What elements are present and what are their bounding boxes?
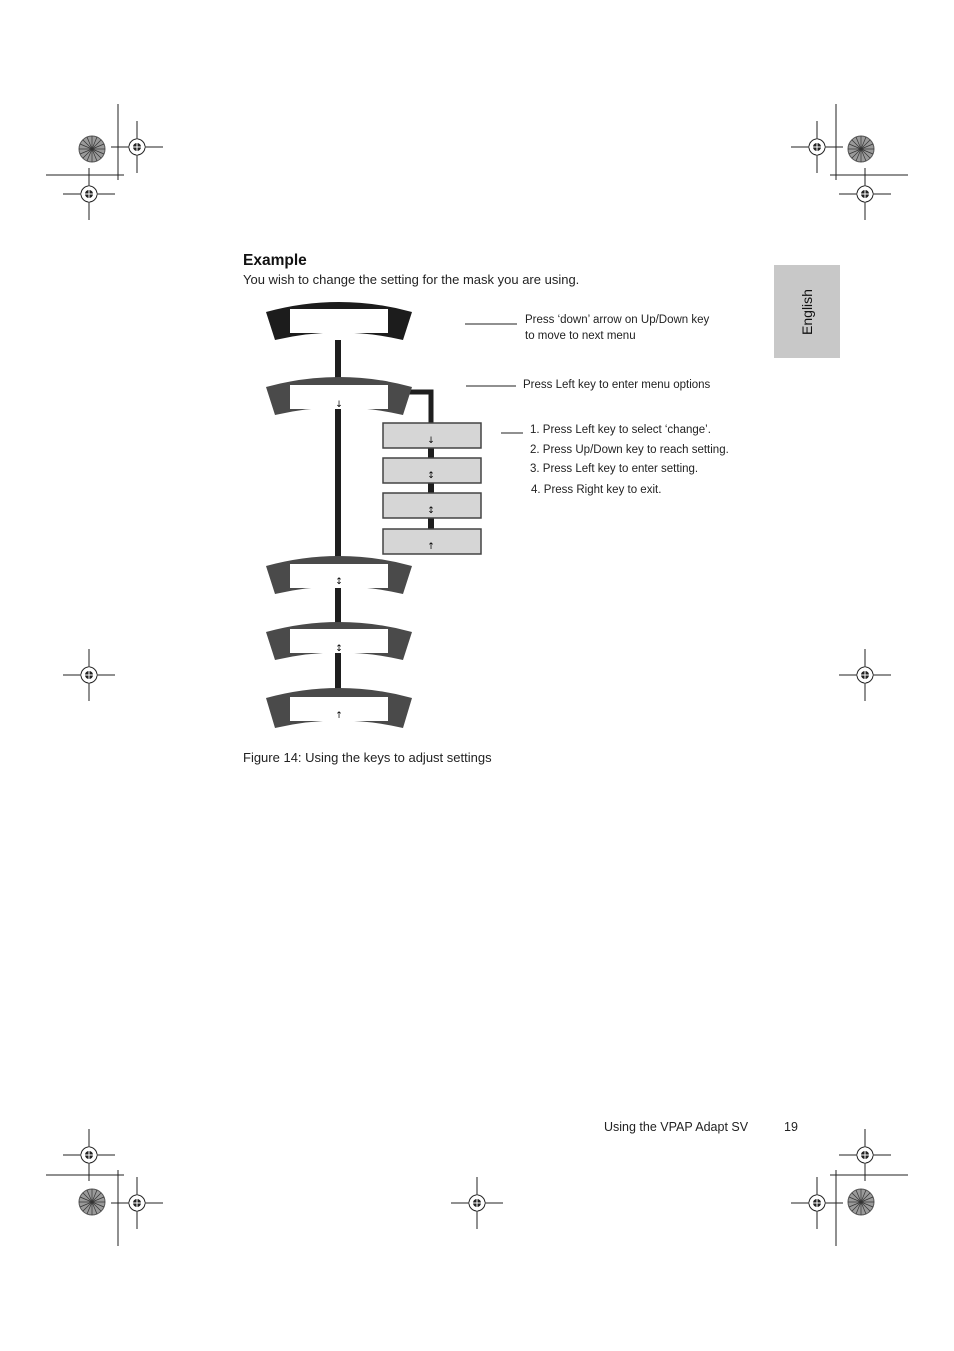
step-4: 4. Press Right key to exit. (531, 484, 662, 496)
intro-text: You wish to change the setting for the mask you are using. (243, 272, 580, 287)
submenu-box-4 (383, 529, 481, 554)
footer-title: Using the VPAP Adapt SV (604, 1120, 749, 1134)
step-3: 3. Press Left key to enter setting. (530, 463, 699, 475)
branch-connector (408, 392, 431, 424)
lcd-screen-1 (266, 302, 412, 340)
sub-arrow-3: ↕ (427, 506, 435, 516)
main-arrow-2: ↓ (335, 400, 343, 410)
annotation-line: Press ‘down’ arrow on Up/Down key (525, 314, 710, 326)
section-heading: Example (243, 252, 307, 269)
lcd-screen-2 (266, 377, 412, 415)
language-label: English (798, 288, 815, 335)
submenu-box-2 (383, 458, 481, 483)
figure-caption: Figure 14: Using the keys to adjust settings (243, 750, 492, 765)
step-1: 1. Press Left key to select ‘change’. (530, 424, 711, 436)
sub-arrow-1: ↓ (427, 436, 435, 446)
annotation-left-key: Press Left key to enter menu options (523, 379, 711, 391)
annotation-line: to move to next menu (525, 330, 636, 342)
main-arrow-5: ↑ (335, 711, 343, 721)
submenu-box-1 (383, 423, 481, 448)
lcd-screen-5 (266, 688, 412, 728)
sub-arrow-2: ↕ (427, 471, 435, 481)
main-arrow-4: ↕ (335, 644, 343, 654)
sub-arrow-4: ↑ (427, 542, 435, 552)
main-arrow-3: ↕ (335, 577, 343, 587)
annotation-down-arrow (525, 312, 709, 344)
page-number: 19 (784, 1120, 798, 1134)
step-2: 2. Press Up/Down key to reach setting. (530, 444, 729, 456)
submenu-box-3 (383, 493, 481, 518)
